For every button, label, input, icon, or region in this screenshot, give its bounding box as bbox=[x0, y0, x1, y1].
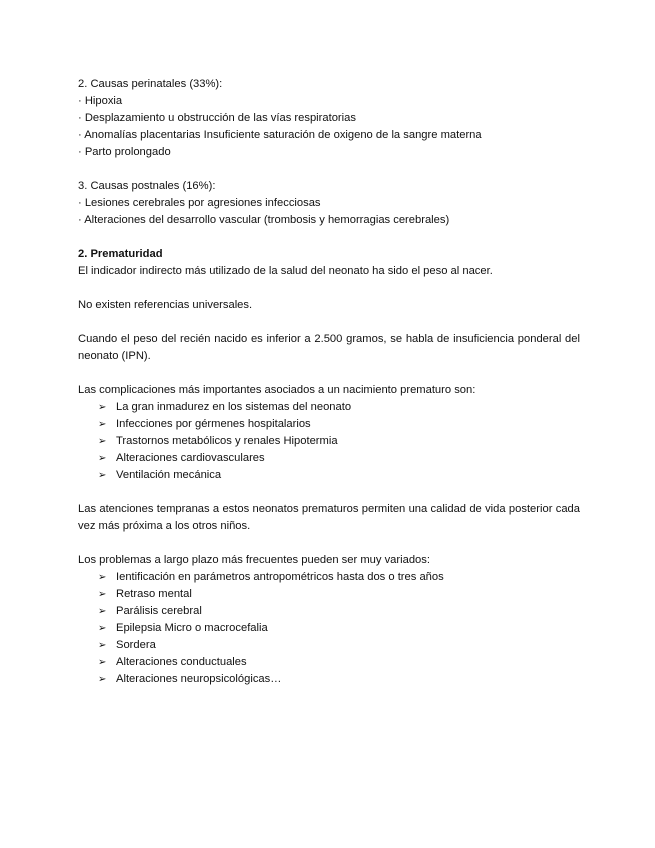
arrow-bullet-icon: ➢ bbox=[98, 419, 107, 430]
list-item-text: Ventilación mecánica bbox=[116, 469, 222, 481]
spacer bbox=[78, 365, 580, 382]
spacer bbox=[78, 484, 580, 501]
list-item: · Alteraciones del desarrollo vascular (trombosis y hemorragias cerebrales) bbox=[78, 214, 450, 226]
arrow-bullet-icon: ➢ bbox=[98, 674, 107, 685]
list-item bbox=[78, 450, 580, 467]
list-item-text: Sordera bbox=[116, 639, 156, 651]
paragraph: Las atenciones tempranas a estos neonatos prematuros permiten una calidad de vida posterior cada vez más próxima a los otros niños. bbox=[78, 503, 580, 532]
list-item-text: Ientificación en parámetros antropométricos hasta dos o tres años bbox=[116, 571, 444, 583]
list-item-text: Epilepsia Micro o macrocefalia bbox=[116, 622, 268, 634]
list-item: · Parto prolongado bbox=[78, 146, 171, 158]
arrow-bullet-icon: ➢ bbox=[98, 453, 107, 464]
arrow-bullet-icon: ➢ bbox=[98, 470, 107, 481]
spacer bbox=[78, 535, 580, 552]
arrow-bullet-icon: ➢ bbox=[98, 436, 107, 447]
spacer bbox=[78, 280, 580, 297]
complications-list bbox=[78, 399, 580, 484]
list-item: · Anomalías placentarias Insuficiente saturación de oxigeno de la sangre materna bbox=[78, 129, 482, 141]
section-heading-perinatales: 2. Causas perinatales (33%): bbox=[78, 78, 223, 90]
spacer bbox=[78, 229, 580, 246]
list-item bbox=[78, 620, 580, 637]
arrow-bullet-icon: ➢ bbox=[98, 640, 107, 651]
list-item bbox=[78, 654, 580, 671]
list-item-text: Alteraciones neuropsicológicas… bbox=[116, 673, 282, 685]
list-intro: Los problemas a largo plazo más frecuentes pueden ser muy variados: bbox=[78, 554, 430, 566]
list-item: · Desplazamiento u obstrucción de las vías respiratorias bbox=[78, 112, 356, 124]
arrow-bullet-icon: ➢ bbox=[98, 623, 107, 634]
list-item bbox=[78, 603, 580, 620]
spacer bbox=[78, 161, 580, 178]
arrow-bullet-icon: ➢ bbox=[98, 572, 107, 583]
list-item-text: Alteraciones cardiovasculares bbox=[116, 452, 265, 464]
list-item: · Lesiones cerebrales por agresiones infecciosas bbox=[78, 197, 321, 209]
list-item-text: Alteraciones conductuales bbox=[116, 656, 247, 668]
list-item-text: Retraso mental bbox=[116, 588, 192, 600]
section-heading-postnales: 3. Causas postnales (16%): bbox=[78, 180, 216, 192]
list-item bbox=[78, 416, 580, 433]
list-item bbox=[78, 399, 580, 416]
spacer bbox=[78, 314, 580, 331]
document-page bbox=[78, 76, 580, 688]
list-item bbox=[78, 637, 580, 654]
list-item bbox=[78, 586, 580, 603]
problems-list bbox=[78, 569, 580, 688]
section-title-prematuridad: 2. Prematuridad bbox=[78, 248, 163, 260]
list-item bbox=[78, 433, 580, 450]
arrow-bullet-icon: ➢ bbox=[98, 657, 107, 668]
list-item: · Hipoxia bbox=[78, 95, 123, 107]
list-item bbox=[78, 467, 580, 484]
list-item-text: Parálisis cerebral bbox=[116, 605, 202, 617]
list-item bbox=[78, 569, 580, 586]
arrow-bullet-icon: ➢ bbox=[98, 606, 107, 617]
list-item-text: Infecciones por gérmenes hospitalarios bbox=[116, 418, 311, 430]
list-item-text: La gran inmadurez en los sistemas del neonato bbox=[116, 401, 352, 413]
list-item bbox=[78, 671, 580, 688]
list-item-text: Trastornos metabólicos y renales Hipotermia bbox=[116, 435, 338, 447]
list-intro: Las complicaciones más importantes asociados a un nacimiento prematuro son: bbox=[78, 384, 476, 396]
arrow-bullet-icon: ➢ bbox=[98, 589, 107, 600]
paragraph: El indicador indirecto más utilizado de la salud del neonato ha sido el peso al nacer. bbox=[78, 265, 493, 277]
paragraph: Cuando el peso del recién nacido es inferior a 2.500 gramos, se habla de insuficiencia ponderal del neonato (IPN). bbox=[78, 333, 580, 362]
arrow-bullet-icon: ➢ bbox=[98, 402, 107, 413]
paragraph: No existen referencias universales. bbox=[78, 299, 253, 311]
